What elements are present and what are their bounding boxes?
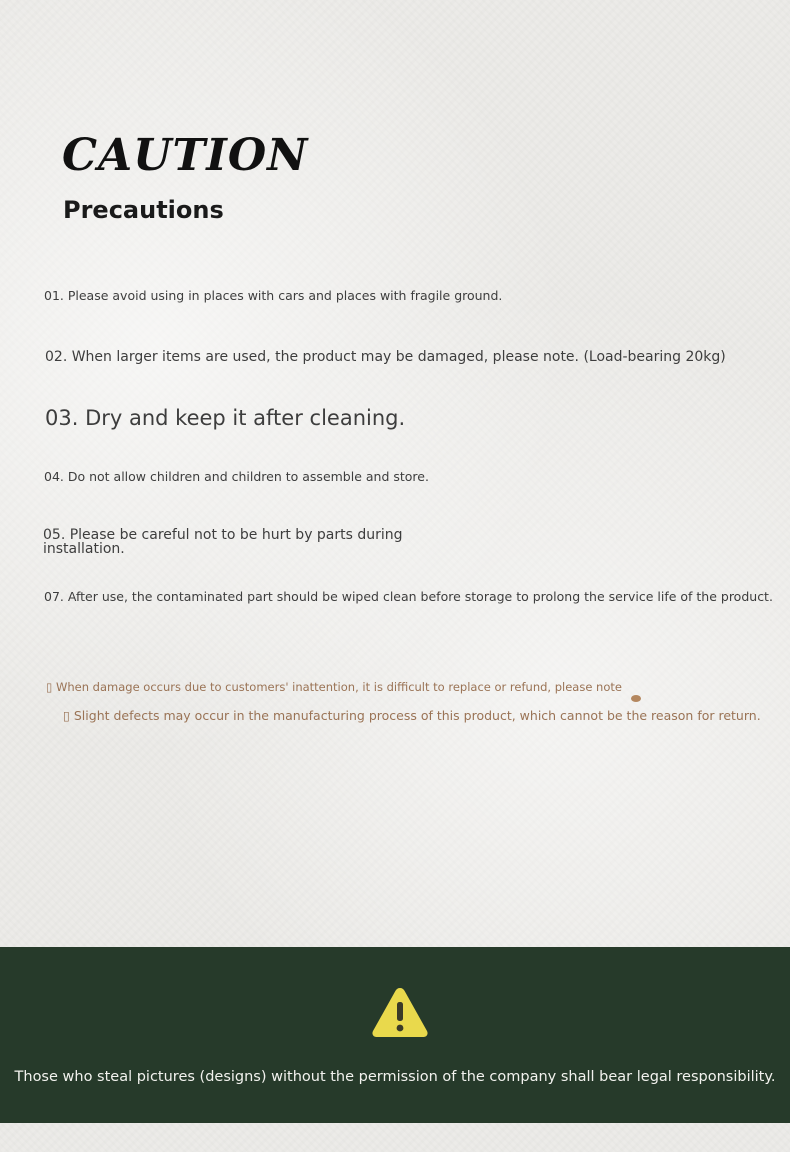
note-damage <box>46 680 622 694</box>
precaution-item-05: 05. Please be careful not to be hurt by parts during installation. <box>43 527 403 557</box>
warning-icon <box>371 986 429 1038</box>
precaution-item-02: 02. When larger items are used, the product may be damaged, please note. (Load-bearing 20kg) <box>45 349 726 365</box>
precaution-item-04: 04. Do not allow children and children to assemble and store. <box>44 469 429 484</box>
caution-title: CAUTION <box>62 130 309 181</box>
precaution-item-01: 01. Please avoid using in places with cars and places with fragile ground. <box>44 288 503 303</box>
decorative-speck <box>631 695 641 702</box>
copyright-notice: Those who steal pictures (designs) without the permission of the company shall bear legal responsibility. <box>14 1069 776 1085</box>
precautions-subtitle: Precautions <box>63 196 224 224</box>
note-defects <box>63 708 761 723</box>
note-defects-text: Slight defects may occur in the manufacturing process of this product, which cannot be the reason for return. <box>73 708 761 723</box>
note-box-icon: ▯ <box>46 680 53 694</box>
note-box-icon: ▯ <box>63 708 70 723</box>
precaution-item-03: 03. Dry and keep it after cleaning. <box>45 406 406 430</box>
note-damage-text: When damage occurs due to customers' inattention, it is difficult to replace or refund, please note <box>56 680 622 694</box>
precaution-item-07: 07. After use, the contaminated part should be wiped clean before storage to prolong the service life of the product. <box>44 589 773 604</box>
